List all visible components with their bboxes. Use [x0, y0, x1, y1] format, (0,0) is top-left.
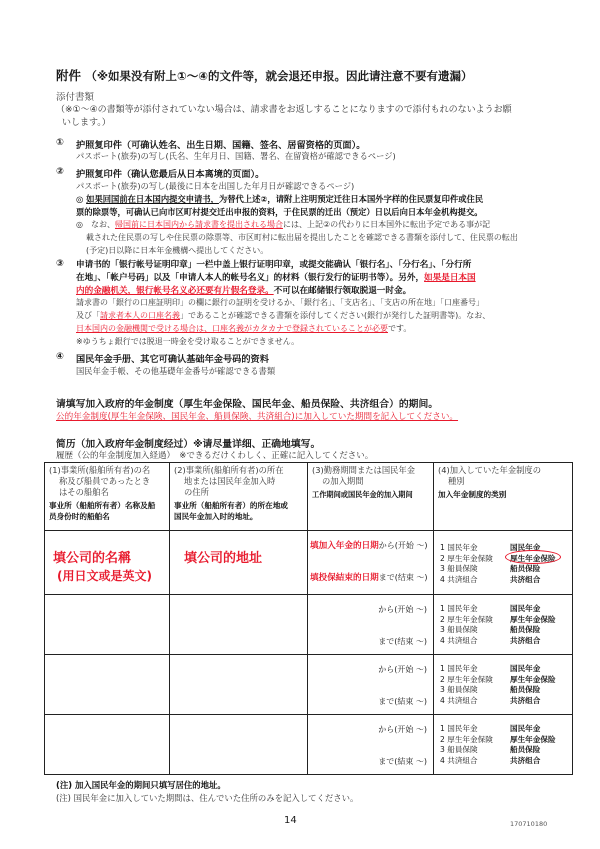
selected-option-circle: [505, 550, 561, 564]
row-4-opt-ja-2: 2 厚生年金保険: [440, 734, 493, 744]
item-3-ja-line-2-post: 」であることが確認できる書類を添付してください(銀行が発行した証明書等)。なお、: [180, 311, 491, 320]
item-2-sub-ja-line-3: (予定)日以降に日本年金機構へ提出してください。: [86, 246, 269, 255]
row-1-opt-ja-1: 1 国民年金: [440, 543, 478, 552]
row-1-opt-cn-4: 共济组合: [510, 574, 541, 584]
history-title-ja: 履歴（公的年金制度加入経過） ※できるだけくわしく、正確に記入してください。: [56, 451, 374, 461]
row-3-company-cell[interactable]: [45, 655, 170, 715]
row-3-opt-cn-4: 共济组合: [510, 695, 541, 705]
row-3-options-cn: [510, 664, 556, 706]
row-1-opt-ja-4: 4 共済組合: [440, 574, 478, 584]
row-1-from-red: 填加入年金的日期: [310, 541, 379, 551]
row-3-opt-cn-3: 船员保险: [510, 685, 541, 694]
header-col-2-ja-1: (2)事業所(船舶所有者)の所在: [174, 465, 284, 475]
row-3-options-ja: [440, 664, 493, 706]
row-4-address-cell[interactable]: [170, 715, 308, 775]
item-2-ja: パスポート(旅券)の写し(最後に日本を出国した年月日が確認できるページ): [76, 181, 355, 191]
row-2-from: から(开始 ～): [378, 605, 427, 614]
row-1-from-label: から(开始 ～): [378, 541, 428, 550]
item-3-cn-line-2-red: 如果是日本国: [424, 273, 476, 283]
row-4-opt-cn-4: 共济组合: [510, 755, 541, 765]
pension-section-cn: 请填写加入政府的年金制度（厚生年金保险、国民年金、船员保险、共济组合）的期间。: [56, 399, 439, 410]
item-2-sub-ja-line-2: 載された住民票の写しや住民票の除票等、市区町村に転出届を提出したことを確認できる書類を添付して、住民票の転出: [86, 233, 518, 242]
row-2-opt-ja-1: 1 国民年金: [440, 604, 478, 613]
item-3-num: ③: [56, 258, 64, 269]
row-4-opt-cn-3: 船员保险: [510, 745, 541, 754]
row-1-opt-cn-1: 国民年金: [510, 543, 541, 552]
row-4-from: から(开始 ～): [378, 725, 427, 734]
row-2-period-cell[interactable]: [308, 595, 434, 655]
row-1-opt-ja-2: 2 厚生年金保険: [440, 553, 493, 563]
ja-note-line-2: いします。）: [62, 118, 111, 128]
document-code: 170710180: [510, 820, 548, 828]
row-2-opt-cn-2: 厚生年金保险: [510, 614, 556, 624]
item-3-cn-line-3-rest: 不可以在邮储银行领取脱退一时金。: [273, 286, 412, 296]
header-col-1-cn-1: 事业所（船舶所有者）名称及船: [49, 501, 156, 510]
row-3-opt-ja-2: 2 厚生年金保険: [440, 674, 493, 684]
row-3-address-cell[interactable]: [170, 655, 308, 715]
row-2-opt-cn-4: 共济组合: [510, 635, 541, 645]
header-col-2: [170, 463, 308, 531]
row-4-company-cell[interactable]: [45, 715, 170, 775]
item-2-sub-cn-underlined: 如果回国前在日本国内提交申请书，: [86, 194, 219, 204]
row-1-to: [310, 571, 428, 583]
title-note: （※如果没有附上①～④的文件等，就会退还申报。因此请注意不要有遗漏）: [85, 69, 473, 83]
row-4-options-ja: [440, 724, 493, 766]
header-col-4-cn-1: 加入年金制度的类别: [438, 490, 507, 499]
ja-label: 添付書類: [56, 92, 95, 103]
row-3-opt-cn-1: 国民年金: [510, 664, 541, 673]
row-2-type-cell[interactable]: [434, 595, 573, 655]
page-number: 14: [284, 815, 297, 826]
row-4-opt-ja-3: 3 船員保険: [440, 745, 478, 754]
row-3-opt-ja-3: 3 船員保険: [440, 685, 478, 694]
row-4-options-cn: [510, 724, 556, 766]
item-1-ja: パスポート(旅券)の写し(氏名、生年月日、国籍、署名、在留資格が確認できるページ): [76, 151, 396, 161]
row-3-opt-ja-4: 4 共済組合: [440, 695, 478, 705]
header-col-2-cn-2: 国民年金加入时的地址。: [174, 512, 258, 521]
item-3-cn-line-3: [76, 284, 411, 296]
item-3-ja-line-3: [76, 323, 411, 334]
item-2-num: ②: [56, 166, 64, 177]
item-2-sub-cn-line-2: 票的除票等，可确认已向市区町村提交迁出申报的资料，于住民票的迁出（预定）日以后向日本年金机构提交。: [76, 207, 483, 217]
row-3-type-cell[interactable]: [434, 655, 573, 715]
row-4-type-cell[interactable]: [434, 715, 573, 775]
row-4-opt-cn-2: 厚生年金保险: [510, 734, 556, 744]
item-2-sub-ja-rest: には、上記②の代わりに日本国外に転出予定である事が記: [282, 220, 491, 229]
header-col-1-cn-2: 员身份时的船舶名: [49, 512, 110, 521]
row-2-opt-cn-3: 船员保险: [510, 625, 541, 634]
item-3-ja-line-4: ※ゆうちょ銀行では脱退一時金を受け取ることができません。: [76, 337, 300, 346]
item-2-sub-ja-red: 帰国前に日本国内から請求書を提出される場合: [114, 220, 283, 229]
item-4-ja: 国民年金手帳、その他基礎年金番号が確認できる書類: [76, 366, 276, 376]
row-4-to: まで(結束 ～): [378, 757, 427, 766]
history-row-3: [45, 655, 573, 715]
row-3-to: まで(結束 ～): [378, 697, 427, 706]
row-1-type-cell[interactable]: [434, 531, 573, 595]
item-2-sub-cn-line-1: [76, 193, 483, 205]
header-col-4-ja-2: 種別: [448, 476, 465, 486]
history-title-cn: 简历（加入政府年金制度经过）※请尽量详细、正确地填写。: [56, 439, 321, 450]
item-2-sub-ja-prefix: ◎ なお、: [76, 220, 115, 229]
row-1-opt-cn-3: 船员保险: [510, 564, 541, 573]
row-2-options-ja: [440, 604, 493, 646]
item-3-cn-line-2-text: 在地」、「帐户号码」以及「申请人本人的帐号名义」的材料（银行发行的证明书等）。另外，: [76, 273, 425, 283]
row-3-period-cell[interactable]: [308, 655, 434, 715]
history-table: [44, 462, 573, 775]
header-col-1: [45, 463, 170, 531]
header-col-1-ja-2: 称及び船員であったとき: [59, 476, 151, 486]
header-col-1-ja-3: はその船舶名: [59, 487, 109, 497]
item-4-cn: 国民年金手册、其它可确认基础年金号码的资料: [76, 354, 269, 365]
row-4-opt-ja-1: 1 国民年金: [440, 724, 478, 733]
row-1-period-cell[interactable]: [308, 531, 434, 595]
history-row-2: [45, 595, 573, 655]
history-row-1: [45, 531, 573, 595]
header-col-3-cn-1: 工作期间或国民年金的加入期间: [312, 490, 413, 499]
row-1-opt-ja-3: 3 船員保険: [440, 564, 478, 573]
item-2-sub-num: ◎: [76, 194, 84, 204]
row-1-from: [310, 539, 428, 551]
footer-note-ja: (注) 国民年金に加入していた期間は、住んでいた住所のみを記入してください。: [56, 793, 359, 803]
history-row-4: [45, 715, 573, 775]
header-col-1-ja-1: (1)事業所(船舶所有者)の名: [49, 465, 151, 475]
item-3-cn-line-1: 申请书的「银行帐号证明印章」一栏中盖上银行证明印章，或提交能确认「银行名」、「分行名」、「分行所: [76, 260, 472, 270]
item-4-num: ④: [56, 351, 64, 362]
item-3-ja-line-1: 請求書の「銀行の口座証明印」の欄に銀行の証明を受けるか、「銀行名」、「支店名」、「支店の所在地」「口座番号」: [76, 298, 484, 307]
pension-section-ja: 公的年金制度(厚生年金保険、国民年金、船員保険、共済組合)に加入していた期間を記入してください。: [56, 412, 459, 422]
row-1-to-red: 填投保結束的日期: [310, 573, 379, 583]
row-2-options-cn: [510, 604, 556, 646]
row-1-opt-cn-2: 厚生年金保险: [510, 553, 556, 563]
item-1-num: ①: [56, 137, 64, 148]
header-col-4-ja-1: (4)加入していた年金制度の: [438, 465, 542, 475]
header-col-2-ja-2: 地または国民年金加入時: [184, 476, 276, 486]
row-3-opt-ja-1: 1 国民年金: [440, 664, 478, 673]
title-text: 附件: [56, 68, 82, 83]
history-header-row: [45, 463, 573, 531]
row-3-opt-cn-2: 厚生年金保险: [510, 674, 556, 684]
row-1-company: 填公司的名稱: [53, 551, 132, 566]
row-1-address-cell[interactable]: [170, 531, 308, 595]
row-2-opt-ja-2: 2 厚生年金保険: [440, 614, 493, 624]
row-2-company-cell[interactable]: [45, 595, 170, 655]
row-1-company-sub: (用日文或是英文): [57, 569, 152, 583]
item-3-ja-line-2: [76, 310, 490, 321]
item-2-sub-cn-rest: 为替代上述②，请附上注明预定迁往日本国外字样的住民票复印件或住民: [218, 194, 484, 204]
item-3-ja-line-3-post: です。: [388, 324, 412, 333]
row-2-opt-cn-1: 国民年金: [510, 604, 541, 613]
item-3-ja-line-2-pre: 及び「: [76, 311, 100, 320]
header-col-3-ja-1: (3)勤務期間または国民年金: [312, 465, 416, 475]
item-1-cn: 护照复印件（可确认姓名、出生日期、国籍、签名、居留资格的页面）。: [76, 140, 366, 151]
item-3-cn-line-2: [76, 271, 476, 283]
item-3-ja-line-2-red: 請求者本人の口座名義: [100, 311, 180, 320]
row-1-address: 填公司的地址: [184, 551, 263, 566]
header-col-2-cn-1: 事业所（船舶所有者）的所在地或: [174, 501, 288, 510]
item-3-cn-line-3-red: 内的金融机关，银行帐号名义必还要有片假名登录。: [76, 286, 274, 296]
row-2-to: まで(结束 ～): [378, 637, 427, 646]
attachment-title: [56, 66, 473, 84]
row-2-opt-ja-3: 3 船員保険: [440, 625, 478, 634]
row-3-from: から(开始 ～): [378, 665, 427, 674]
header-col-3: [308, 463, 434, 531]
row-2-opt-ja-4: 4 共済組合: [440, 635, 478, 645]
item-2-cn: 护照复印件（确认您最后从日本离境的页面）。: [76, 169, 265, 180]
row-2-address-cell[interactable]: [170, 595, 308, 655]
row-1-options-ja: [440, 543, 493, 585]
row-4-period-cell[interactable]: [308, 715, 434, 775]
row-4-opt-ja-4: 4 共済組合: [440, 755, 478, 765]
header-col-4: [434, 463, 573, 531]
row-1-company-cell[interactable]: [45, 531, 170, 595]
footer-note-cn: (注) 加入国民年金的期间只填写居住的地址。: [56, 780, 226, 790]
header-col-3-ja-2: の加入期間: [322, 476, 364, 486]
row-1-to-label: まで(结束 ～): [378, 573, 428, 582]
ja-note-line-1: （※①～④の書類等が添付されていない場合は、請求書をお返しすることになりますので添付もれのないようお願: [56, 105, 512, 115]
item-2-sub-ja-line-1: [76, 219, 490, 230]
header-col-2-ja-3: の住所: [184, 487, 209, 497]
item-3-ja-line-3-red: 日本国内の金融機関で受ける場合は、口座名義がカタカナで登録されていることが必要: [76, 324, 388, 333]
row-4-opt-cn-1: 国民年金: [510, 724, 541, 733]
